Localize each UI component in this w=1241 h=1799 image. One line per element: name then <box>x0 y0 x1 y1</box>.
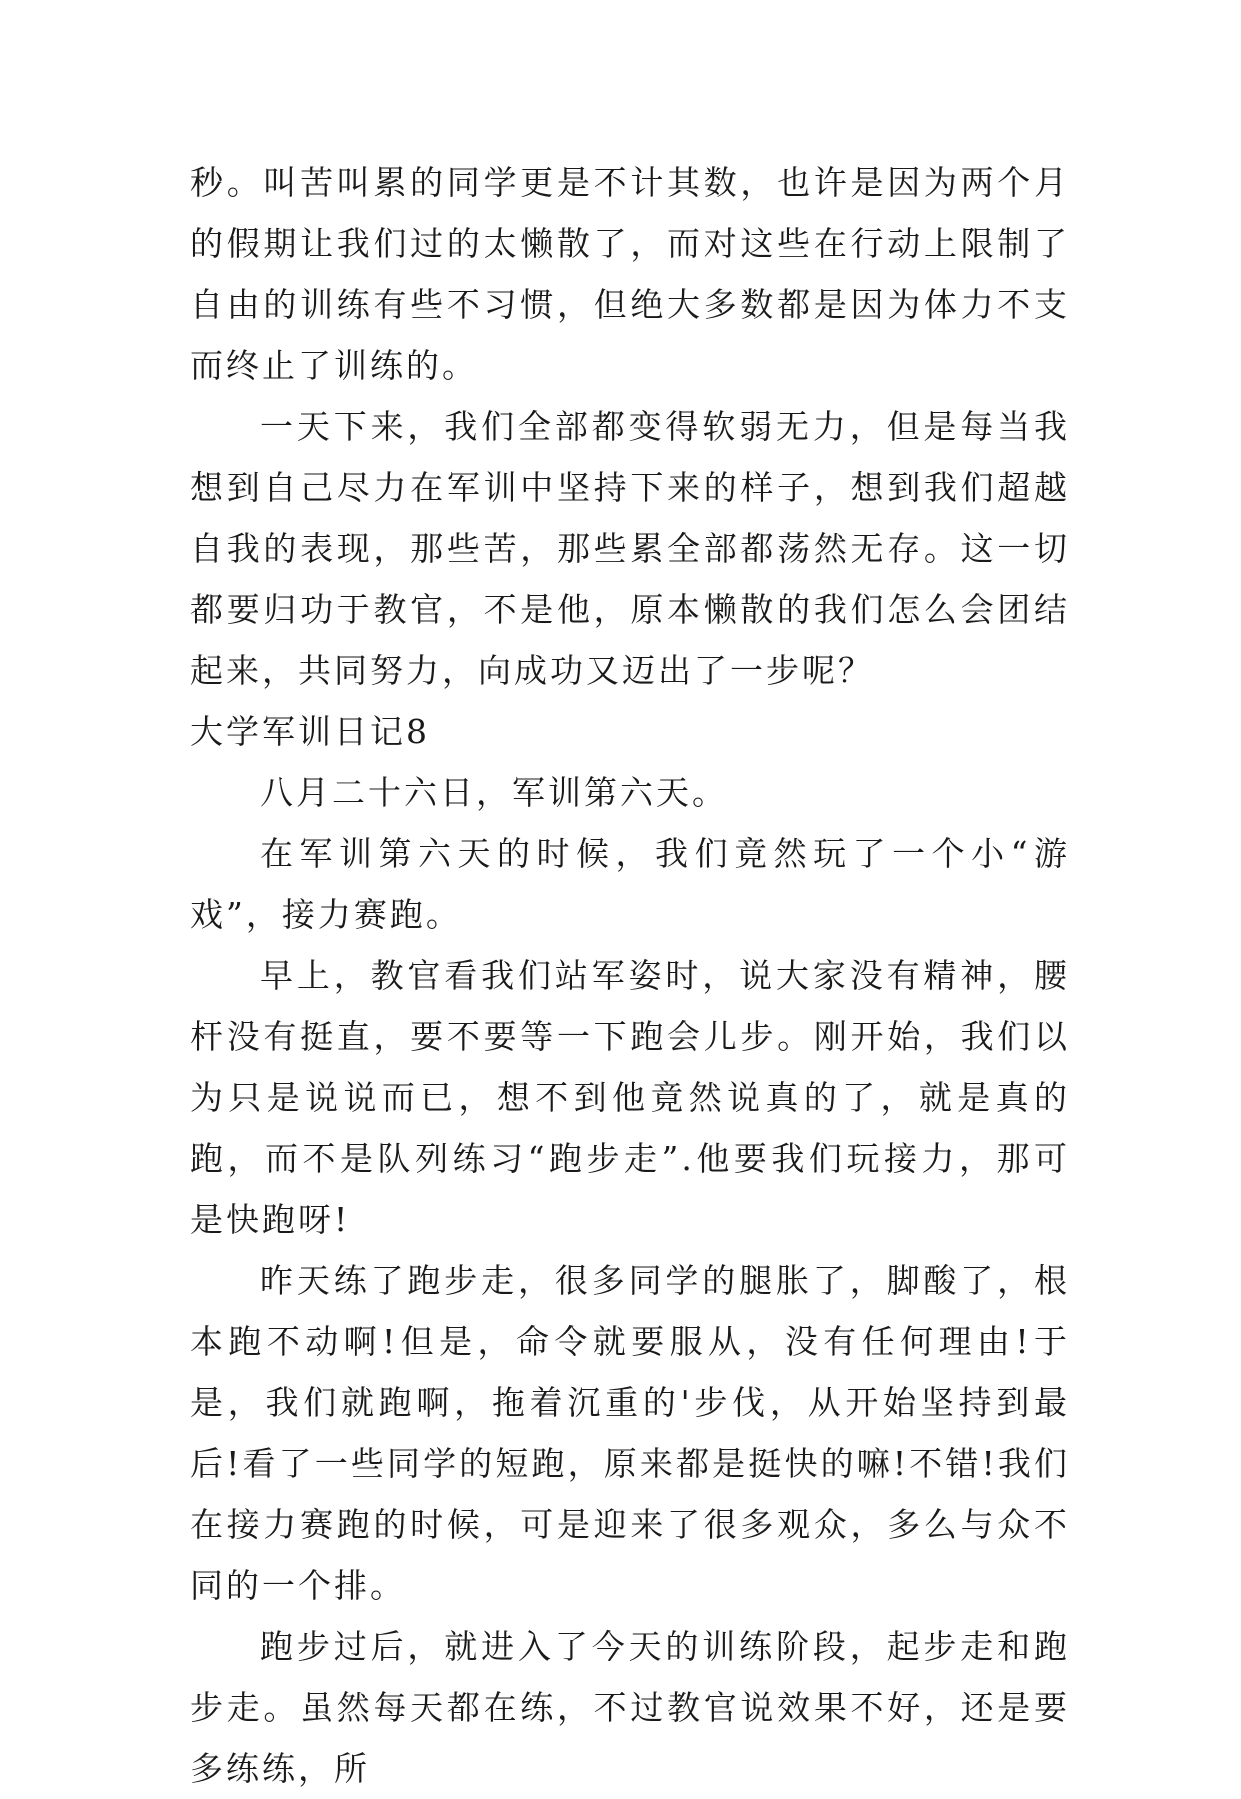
paragraph: 昨天练了跑步走，很多同学的腿胀了，脚酸了，根本跑不动啊!但是，命令就要服从，没有任何理由!于是，我们就跑啊，拖着沉重的'步伐，从开始坚持到最后!看了一些同学的短跑，原来都是挺快的嘛!不错!我们在接力赛跑的时候，可是迎来了很多观众，多么与众不同的一个排。 <box>190 1261 1070 1605</box>
section-heading: 大学军训日记8 <box>190 712 430 751</box>
paragraph: 在军训第六天的时候，我们竟然玩了一个小“游戏”，接力赛跑。 <box>190 834 1070 934</box>
document-page <box>190 152 1070 1799</box>
paragraph: 早上，教官看我们站军姿时，说大家没有精神，腰杆没有挺直，要不要等一下跑会儿步。刚开始，我们以为只是说说而已，想不到他竟然说真的了，就是真的跑，而不是队列练习“跑步走”.他要我们玩接力，那可是快跑呀! <box>190 956 1070 1239</box>
paragraph: 一天下来，我们全部都变得软弱无力，但是每当我想到自己尽力在军训中坚持下来的样子，想到我们超越自我的表现，那些苦，那些累全部都荡然无存。这一切都要归功于教官，不是他，原本懒散的我们怎么会团结起来，共同努力，向成功又迈出了一步呢？ <box>190 407 1070 690</box>
paragraph: 跑步过后，就进入了今天的训练阶段，起步走和跑步走。虽然每天都在练，不过教官说效果不好，还是要多练练，所 <box>190 1627 1070 1788</box>
paragraph-date: 八月二十六日，军训第六天。 <box>260 773 728 812</box>
paragraph-continuation: 秒。叫苦叫累的同学更是不计其数，也许是因为两个月的假期让我们过的太懒散了，而对这些在行动上限制了自由的训练有些不习惯，但绝大多数都是因为体力不支而终止了训练的。 <box>190 163 1070 385</box>
